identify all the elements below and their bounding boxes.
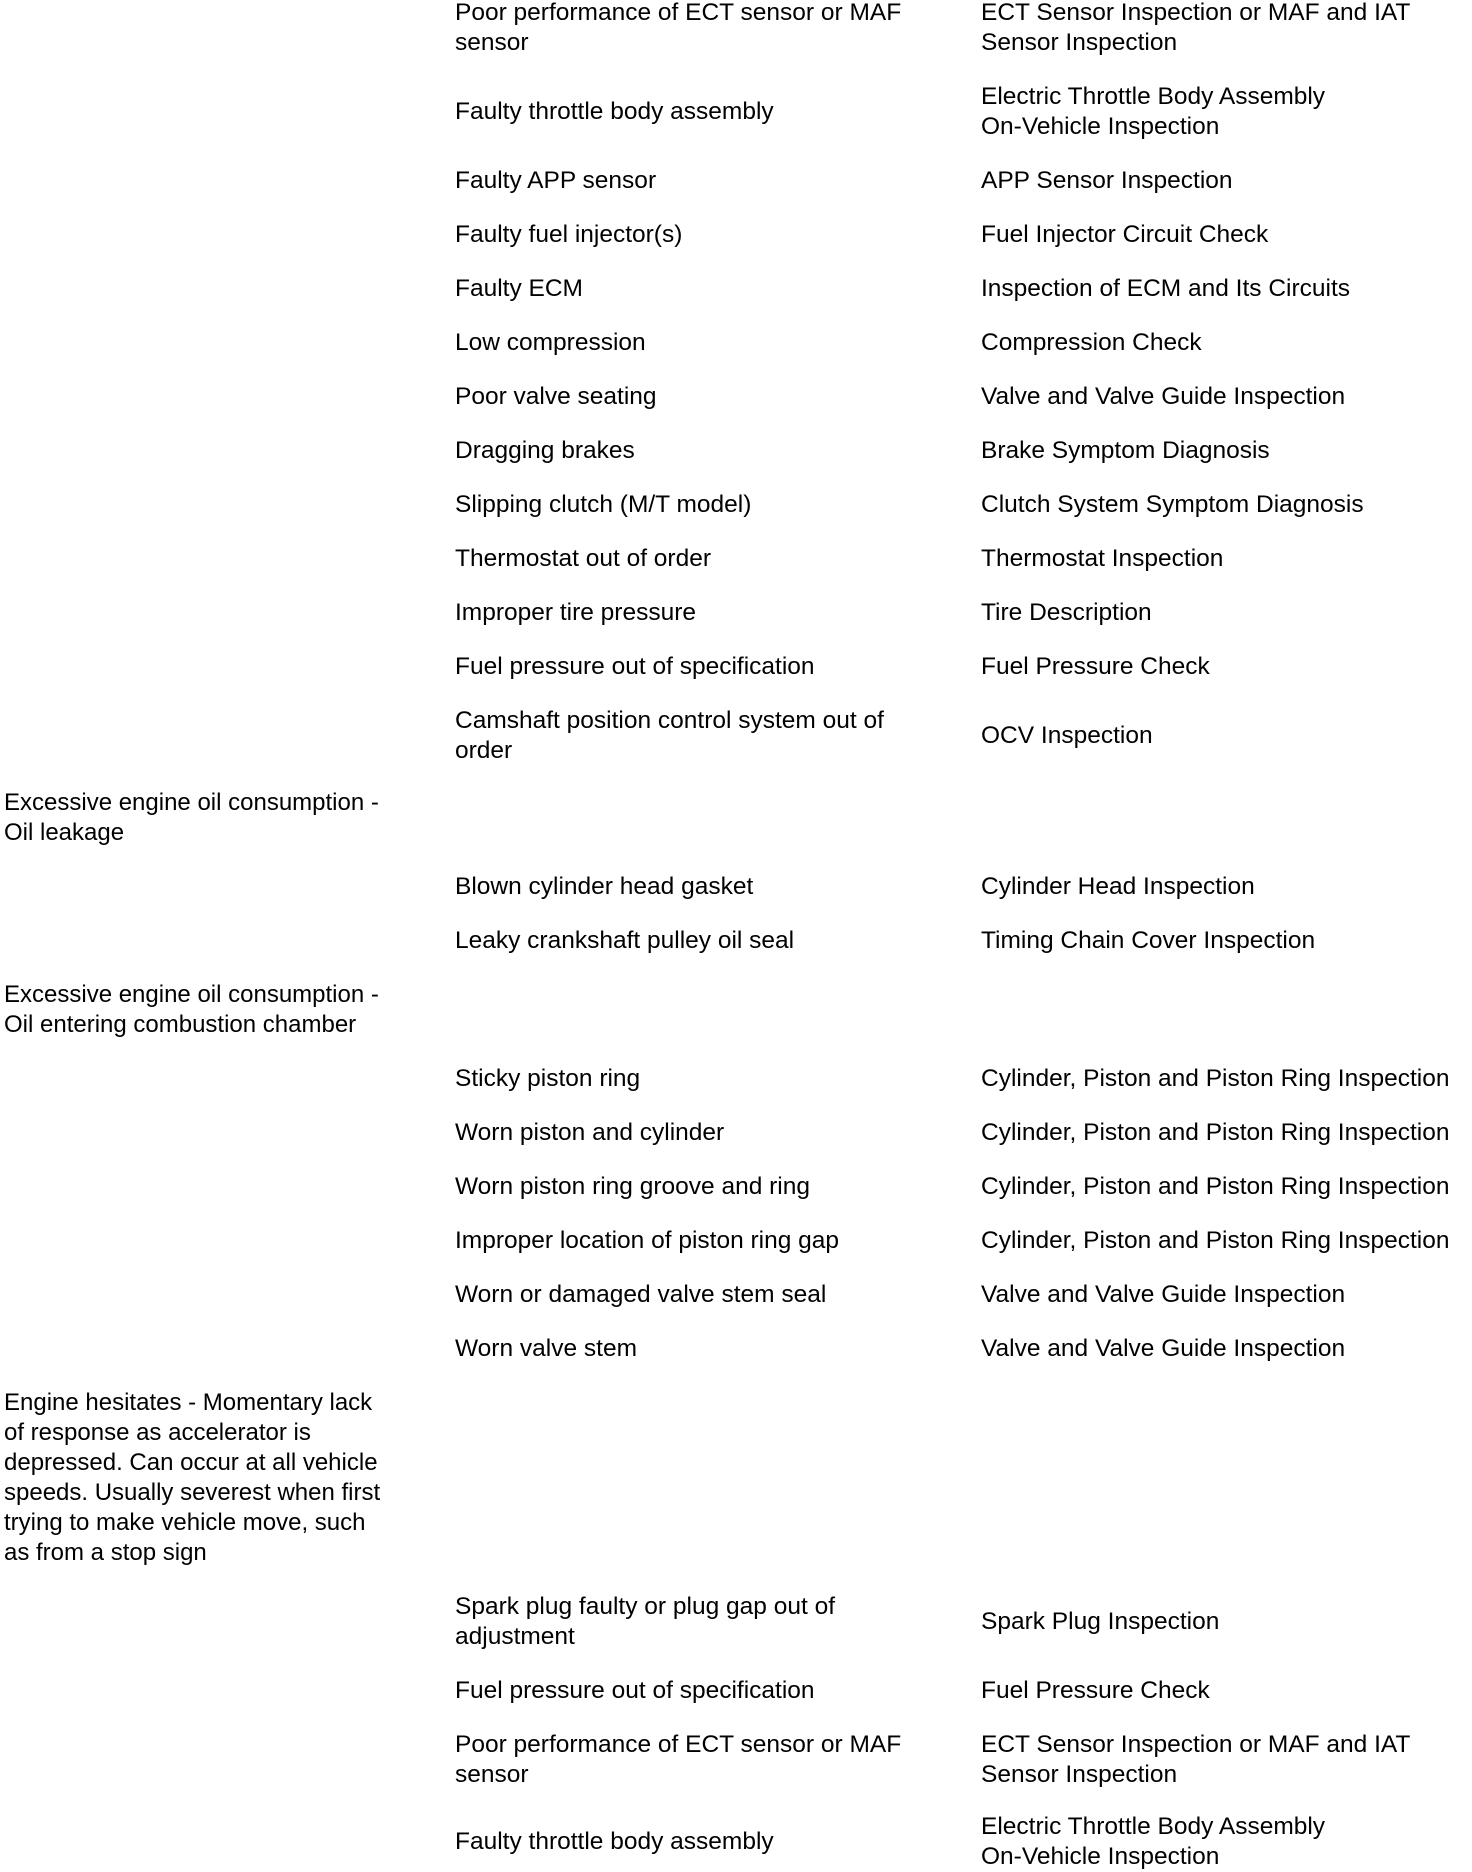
reference-link: Cylinder, Piston and Piston Ring Inspection — [981, 1173, 1450, 1200]
reference-link: Brake Symptom Diagnosis — [981, 437, 1270, 464]
possible-cause: Improper tire pressure — [455, 599, 697, 626]
possible-cause: Poor performance of ECT sensor or MAF sensor — [455, 0, 902, 56]
possible-cause: Fuel pressure out of specification — [455, 1677, 815, 1704]
possible-cause: Faulty throttle body assembly — [455, 1828, 774, 1855]
possible-cause: Improper location of piston ring gap — [455, 1227, 840, 1254]
possible-cause: Camshaft position control system out of order — [455, 707, 884, 764]
reference-link: ECT Sensor Inspection or MAF and IAT Sensor Inspection — [981, 1731, 1411, 1788]
reference-link: Fuel Pressure Check — [981, 1677, 1210, 1704]
reference-link: OCV Inspection — [981, 722, 1153, 749]
reference-link: Spark Plug Inspection — [981, 1608, 1220, 1635]
possible-cause: Worn or damaged valve stem seal — [455, 1281, 827, 1308]
possible-cause: Faulty ECM — [455, 275, 583, 302]
possible-cause: Worn piston and cylinder — [455, 1119, 725, 1146]
reference-link: Valve and Valve Guide Inspection — [981, 1335, 1346, 1362]
reference-link: Electric Throttle Body Assembly On-Vehicle Inspection — [981, 83, 1326, 140]
reference-link: ECT Sensor Inspection or MAF and IAT Sensor Inspection — [981, 0, 1411, 56]
possible-cause: Slipping clutch (M/T model) — [455, 491, 752, 518]
possible-cause: Worn valve stem — [455, 1335, 637, 1362]
possible-cause: Low compression — [455, 329, 646, 356]
reference-link: Timing Chain Cover Inspection — [981, 927, 1316, 954]
possible-cause: Leaky crankshaft pulley oil seal — [455, 927, 795, 954]
reference-link: Fuel Pressure Check — [981, 653, 1210, 680]
reference-link: Inspection of ECM and Its Circuits — [981, 275, 1351, 302]
reference-link: Cylinder Head Inspection — [981, 873, 1255, 900]
possible-cause: Faulty throttle body assembly — [455, 98, 774, 125]
reference-link: Valve and Valve Guide Inspection — [981, 383, 1346, 410]
condition-text: Excessive engine oil consumption - Oil entering combustion chamber — [4, 981, 379, 1038]
reference-link: Cylinder, Piston and Piston Ring Inspection — [981, 1227, 1450, 1254]
possible-cause: Faulty APP sensor — [455, 167, 657, 194]
reference-link: Compression Check — [981, 329, 1202, 356]
possible-cause: Thermostat out of order — [455, 545, 712, 572]
reference-link: Fuel Injector Circuit Check — [981, 221, 1269, 248]
possible-cause: Blown cylinder head gasket — [455, 873, 754, 900]
reference-link: Tire Description — [981, 599, 1152, 626]
possible-cause: Sticky piston ring — [455, 1065, 641, 1092]
reference-link: Cylinder, Piston and Piston Ring Inspection — [981, 1065, 1450, 1092]
possible-cause: Fuel pressure out of specification — [455, 653, 815, 680]
reference-link: APP Sensor Inspection — [981, 167, 1233, 194]
reference-link: Cylinder, Piston and Piston Ring Inspection — [981, 1119, 1450, 1146]
possible-cause: Poor performance of ECT sensor or MAF sensor — [455, 1731, 902, 1788]
reference-link: Electric Throttle Body Assembly On-Vehicle Inspection — [981, 1813, 1326, 1870]
reference-link: Thermostat Inspection — [981, 545, 1224, 572]
possible-cause: Faulty fuel injector(s) — [455, 221, 683, 248]
possible-cause: Poor valve seating — [455, 383, 657, 410]
reference-link: Clutch System Symptom Diagnosis — [981, 491, 1364, 518]
reference-link: Valve and Valve Guide Inspection — [981, 1281, 1346, 1308]
condition-text: Engine hesitates - Momentary lack of response as accelerator is depressed. Can occur at all vehicle speeds. Usually severest when first trying to make vehicle move, such as from a stop sign — [4, 1389, 381, 1566]
possible-cause: Spark plug faulty or plug gap out of adjustment — [455, 1593, 836, 1650]
condition-text: Excessive engine oil consumption - Oil leakage — [4, 789, 379, 846]
possible-cause: Dragging brakes — [455, 437, 635, 464]
possible-cause: Worn piston ring groove and ring — [455, 1173, 810, 1200]
